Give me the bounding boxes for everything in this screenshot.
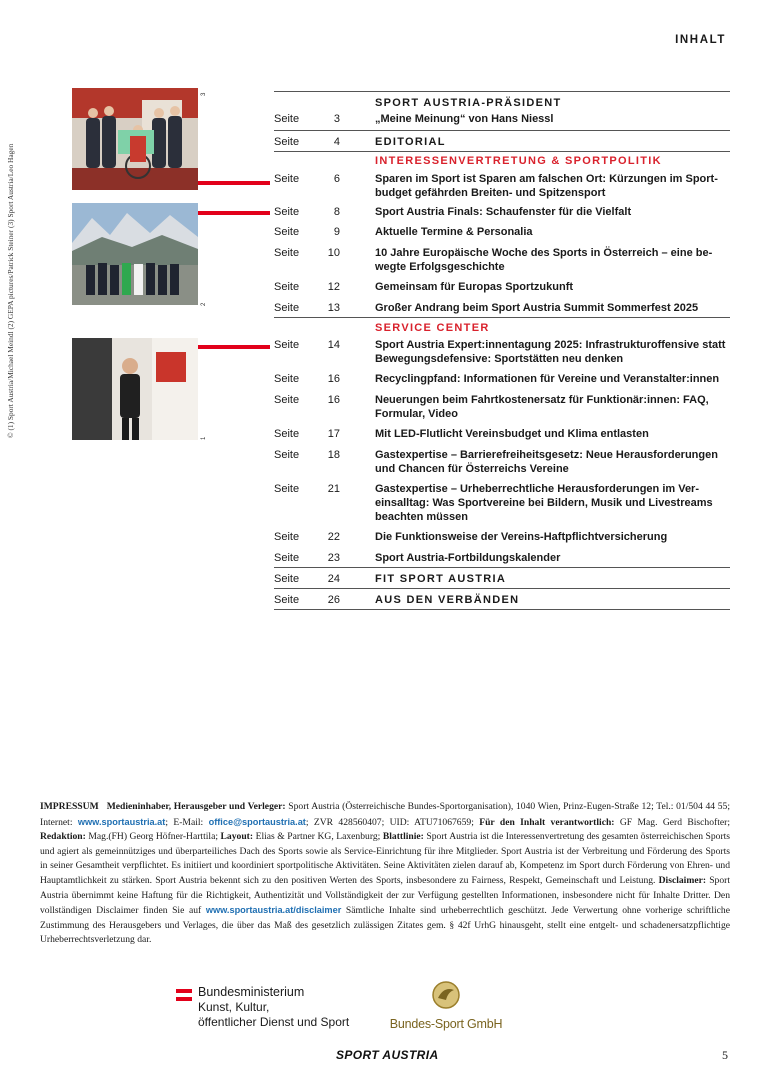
toc-section-header: SPORT AUSTRIA-PRÄSIDENT <box>375 97 562 109</box>
disclaimer-link[interactable]: www.sportaustria.at/disclaimer <box>205 905 342 916</box>
toc-entry[interactable]: Seite 24 FIT SPORT AUSTRIA <box>274 573 507 585</box>
photo-number: 3 <box>201 92 207 96</box>
toc-entry[interactable]: Seite 8 Sport Austria Finals: Schaufenster für die Vielfalt <box>274 206 632 218</box>
toc-entry[interactable]: Seite 17 Mit LED-Flutlicht Vereinsbudget und Klima entlasten <box>274 428 649 440</box>
mountain-group-photo <box>72 203 198 305</box>
photo-credits: © (1) Sport Austria/Michael Meindl (2) GEPA pictures/Patrick Steiner (3) Sport Austria/Leo Hagen <box>6 143 15 438</box>
toc-entry[interactable]: Seite 23 Sport Austria-Fortbildungskalender <box>274 552 561 564</box>
page-number: 5 <box>722 1048 728 1062</box>
bundes-sport-emblem-icon <box>430 980 462 1010</box>
toc-entry[interactable]: Seite 16 Recyclingpfand: Informationen für Vereine und Veranstalter:innen <box>274 373 720 385</box>
section-label: INHALT <box>675 34 726 46</box>
impressum: IMPRESSUM Medieninhaber, Herausgeber und Verleger: Sport Austria (Österreichische Bundes-Sportorganisation), 1040 Wien, Prinz-Eugen-Straße 12; Tel.: 01/504 44 55; Internet: www.sportaustria.at; E-Mail: office@sportaustria.at; ZVR 428560407; UID: ATU71067659; Für den Inhalt verantwortlich: GF Mag. Gerd Bischofter; Redaktion: Mag.(FH) Georg Höfner-Harttila; Layout: Elias & Partner KG, Laxenburg; Blattlinie: Sport Austria ist die Interessenvertretung des gesamten österreichischen Sports und agiert als gemeinnütziges und überparteiliches Dach des Sports sowie als Service-Einrichtung für ihre Mitglieder. Sport Austria ist der Verbreitung und Förderung des Sports in seiner Gesamtheit verpflichtet. Es initiiert und koordiniert sportpolitische Aktivitäten. Seine Aktivitäten zielen darauf ab, Kompetenz im Sport durch Förderung von Ehren- und Hauptamtlichkeit zu stärken. Sport Austria bekennt sich zu den positiven Werten des Sports, insbesondere zu Fairness, Respekt, Gemeinschaft und Leistung. Disclaimer: Sport Austria übernimmt keine Haftung für die Richtigkeit, Authentizität und Vollständigkeit der zur Verfügung gestellten Informationen, insbesondere nicht für Inhalte Dritter. Den vollständigen Disclaimer finden Sie auf www.sportaustria.at/disclaimer Sämtliche Inhalte sind urheberrechtlich geschützt. Jede Verwertung ohne vorherige schriftliche Zustimmung des Herausgebers und Verlages, die über das Maß des gesetzlich zulässigen Zitates gem. § 42f UrhG hinausgeht, stellt eine entgelt- und schadenersatzpflichtige Urheberrechtsverletzung dar. <box>40 801 731 946</box>
toc-entry[interactable]: Seite 6 Sparen im Sport ist Sparen am falschen Ort: Kürzungen im Sport-budget gefährden Breiten- und Spitzensport <box>274 173 718 199</box>
photo-link-bar <box>198 181 270 185</box>
toc-entry[interactable]: Seite 10 10 Jahre Europäische Woche des Sports in Österreich – eine be-wegte Erfolgsgeschichte <box>274 247 713 273</box>
toc-entry[interactable]: Seite 18 Gastexpertise – Barrierefreiheitsgesetz: Neue Herausforderungen und Chancen für Österreichs Vereine <box>274 449 718 475</box>
toc-entry[interactable]: Seite 14 Sport Austria Expert:innentagung 2025: Infrastrukturoffensive statt Bewegungsdefensive: Sportstätten neu denken <box>274 339 726 365</box>
toc-section-header: INTERESSENVERTRETUNG & SPORTPOLITIK <box>375 155 662 167</box>
toc-entry[interactable]: Seite 4 EDITORIAL <box>274 136 446 148</box>
bundes-sport-logo: Bundes-Sport GmbH <box>386 980 506 1031</box>
toc-entry[interactable]: Seite 22 Die Funktionsweise der Vereins-Haftpflichtversicherung <box>274 531 668 543</box>
photo-link-bar <box>198 345 270 349</box>
award-group-photo <box>72 88 198 190</box>
photo-number: 1 <box>201 436 207 440</box>
toc-entry[interactable]: Seite 12 Gemeinsam für Europas Sportzukunft <box>274 281 574 293</box>
footer-brand: SPORT AUSTRIA <box>336 1048 439 1062</box>
toc-section-header: SERVICE CENTER <box>375 322 490 334</box>
email-link[interactable]: office@sportaustria.at <box>208 816 306 827</box>
photo-number: 2 <box>201 302 207 306</box>
toc-entry[interactable]: Seite 9 Aktuelle Termine & Personalia <box>274 226 533 238</box>
toc-entry[interactable]: Seite 26 AUS DEN VERBÄNDEN <box>274 594 520 606</box>
austria-flag-icon <box>176 989 192 1001</box>
toc-entry[interactable]: Seite 3 „Meine Meinung“ von Hans Niessl <box>274 113 554 125</box>
photo-link-bar <box>198 211 270 215</box>
speaker-stage-photo <box>72 338 198 440</box>
toc-entry[interactable]: Seite 13 Großer Andrang beim Sport Austria Summit Sommerfest 2025 <box>274 302 699 314</box>
toc-entry[interactable]: Seite 21 Gastexpertise – Urheberrechtliche Herausforderungen im Ver-einsalltag: Was Sportvereine bei Bildern, Musik und Livestreams beachten müssen <box>274 483 713 523</box>
toc-entry[interactable]: Seite 16 Neuerungen beim Fahrtkostenersatz für Funktionär:innen: FAQ, Formular, Video <box>274 394 709 420</box>
website-link[interactable]: www.sportaustria.at <box>77 816 166 827</box>
table-of-contents <box>274 91 730 610</box>
